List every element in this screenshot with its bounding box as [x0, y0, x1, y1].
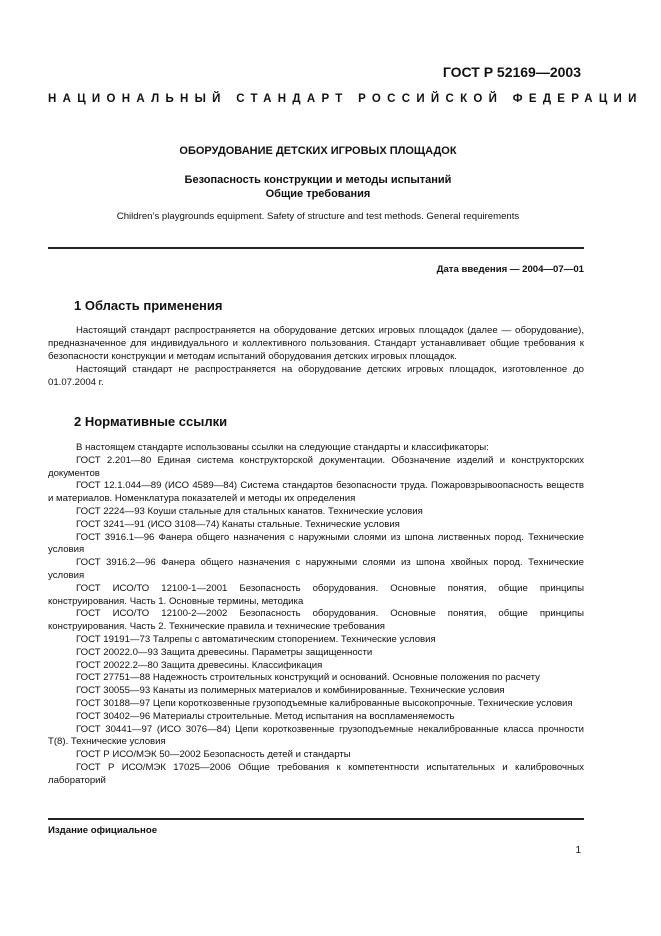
reference-item: ГОСТ 20022.2—80 Защита древесины. Классификация: [76, 659, 323, 671]
reference-item: ГОСТ ИСО/ТО 12100-2—2002 Безопасность оборудования. Основные понятия, общие принципы конструирования. Часть 2. Технические правила и технические требования: [48, 608, 584, 633]
reference-item: ГОСТ 3916.2—96 Фанера общего назначения с наружными слоями из шпона хвойных пород. Технические условия: [48, 557, 584, 581]
english-title: Children’s playgrounds equipment. Safety of structure and test methods. General requirements: [116, 211, 520, 222]
reference-item: ГОСТ 30441—97 (ИСО 3076—84) Цепи короткозвенные грузоподъемные некалиброванные класса прочности Т(8). Технические условия: [48, 723, 584, 748]
reference-item: ГОСТ 3241—91 (ИСО 3108—74) Канаты стальные. Технические условия: [76, 518, 400, 530]
reference-item: ГОСТ ИСО/ТО 12100-1—2001 Безопасность оборудования. Основные понятия, общие принципы конструирования. Часть 1. Основные термины, методика: [48, 582, 584, 607]
section-2-body: [48, 442, 584, 788]
section-1-paragraph: Настоящий стандарт не распространяется на оборудование детских игровых площадок, изготовленное до 01.07.2004 г.: [48, 364, 584, 388]
gost-number: ГОСТ Р 52169—2003: [442, 64, 581, 80]
section-1-body: [48, 324, 584, 389]
section-2-heading: 2 Нормативные ссылки: [74, 414, 228, 429]
document-title: ОБОРУДОВАНИЕ ДЕТСКИХ ИГРОВЫХ ПЛОЩАДОК: [179, 145, 457, 157]
reference-item: ГОСТ 30188—97 Цепи короткозвенные грузоподъемные калиброванные высокопрочные. Технические условия: [76, 697, 573, 709]
reference-item: ГОСТ 30402—96 Материалы строительные. Метод испытания на воспламеняемость: [76, 710, 455, 722]
reference-item: ГОСТ 2.201—80 Единая система конструкторской документации. Обозначение изделий и конструкторских документов: [48, 454, 584, 479]
section-2-intro: В настоящем стандарте использованы ссылки на следующие стандарты и классификаторы:: [76, 442, 489, 453]
introduction-date: Дата введения — 2004—07—01: [436, 264, 584, 275]
reference-item: ГОСТ 30055—93 Канаты из полимерных материалов и комбинированные. Технические условия: [76, 685, 505, 697]
header-divider: [48, 247, 584, 249]
official-edition-label: Издание официальное: [48, 825, 158, 836]
section-1-heading: 1 Область применения: [74, 298, 223, 313]
section-1-paragraph: Настоящий стандарт распространяется на оборудование детских игровых площадок (далее — оборудование), предназначенное для индивидуального и коллективного пользования. Стандарт устанавливает общие требования к безопасности конструкции и методам испытаний оборудования детских игровых площадок.: [48, 325, 584, 362]
footer-divider: [48, 818, 584, 820]
reference-item: ГОСТ Р ИСО/МЭК 17025—2006 Общие требования к компетентности испытательных и калибровочных лабораторий: [48, 761, 584, 786]
reference-item: ГОСТ 20022.0—93 Защита древесины. Параметры защищенности: [76, 646, 373, 658]
reference-item: ГОСТ 3916.1—96 Фанера общего назначения с наружными слоями из шпона лиственных пород. Технические условия: [48, 531, 584, 556]
reference-item: ГОСТ Р ИСО/МЭК 50—2002 Безопасность детей и стандарты: [76, 749, 351, 761]
document-subtitle: [48, 173, 588, 201]
subtitle-line-2: Общие требования: [265, 188, 371, 200]
reference-item: ГОСТ 12.1.044—89 (ИСО 4589—84) Система стандартов безопасности труда. Пожаровзрывоопасность веществ и материалов. Номенклатура показателей и методы их определения: [48, 480, 584, 505]
national-standard-banner: НАЦИОНАЛЬНЫЙ СТАНДАРТ РОССИЙСКОЙ ФЕДЕРАЦИИ: [48, 93, 643, 105]
reference-item: ГОСТ 2224—93 Коуши стальные для стальных канатов. Технические условия: [76, 505, 423, 517]
page-number: 1: [575, 845, 581, 856]
subtitle-line-1: Безопасность конструкции и методы испытаний: [184, 174, 452, 186]
reference-item: ГОСТ 19191—73 Талрепы с автоматическим стопорением. Технические условия: [76, 633, 436, 645]
reference-item: ГОСТ 27751—88 Надежность строительных конструкций и оснований. Основные положения по расчету: [76, 672, 540, 684]
